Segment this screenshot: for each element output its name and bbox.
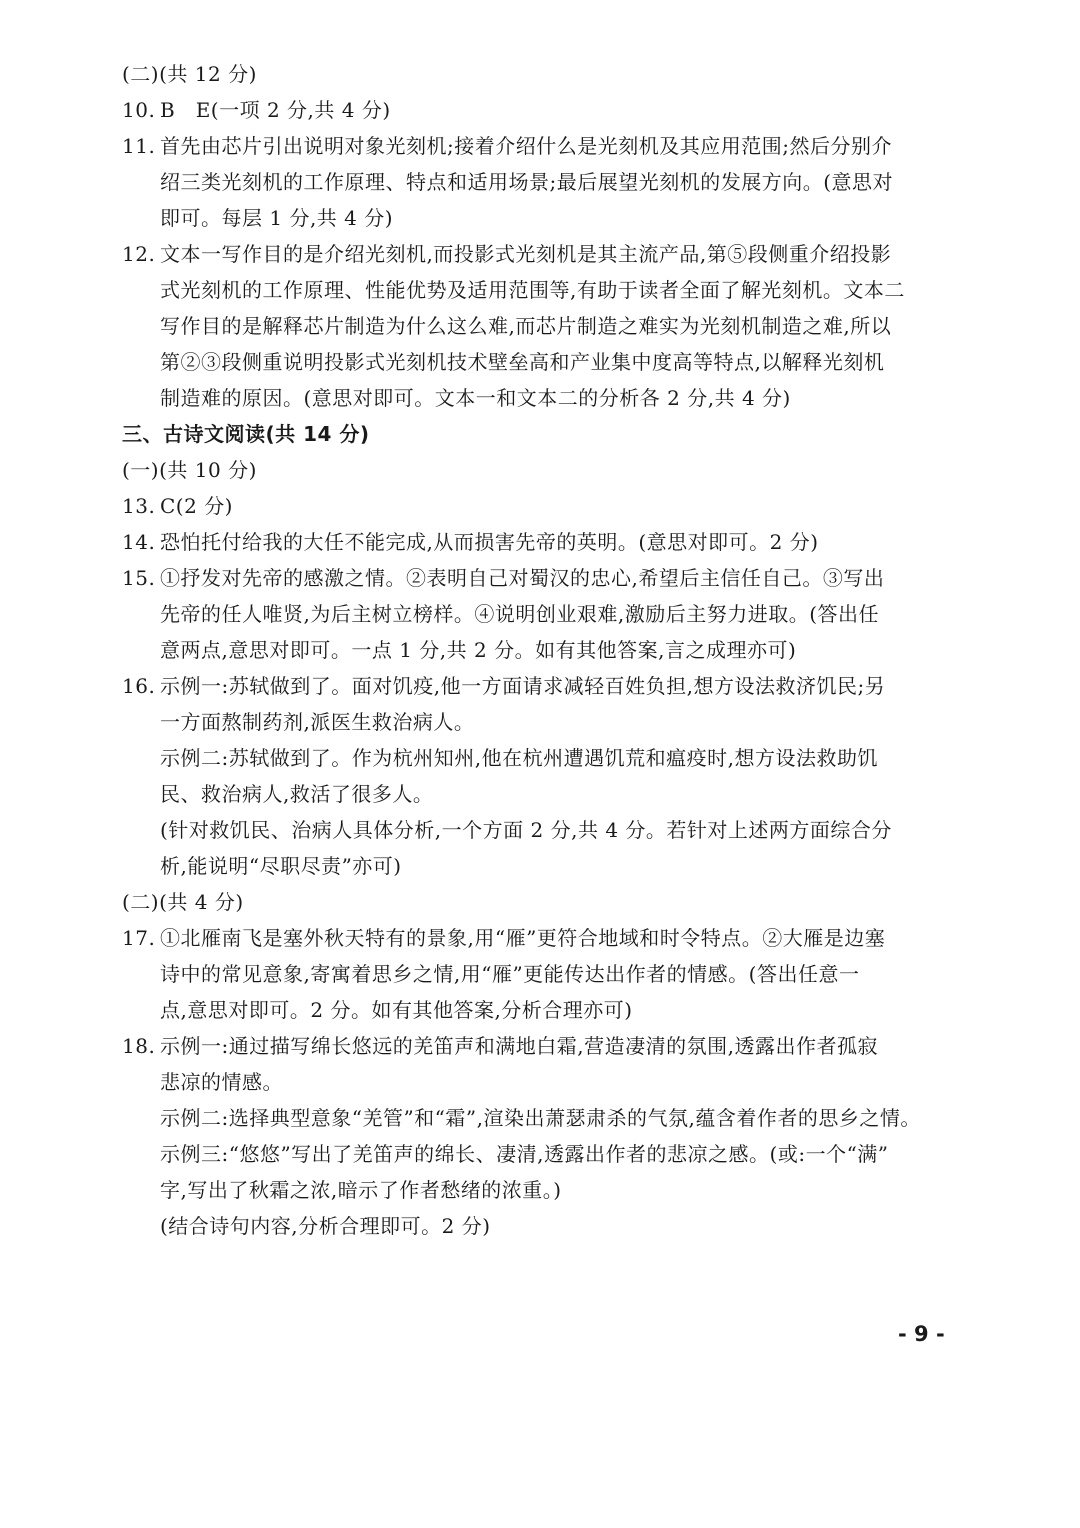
question-number: 17. [122, 926, 156, 950]
line-text: 写作目的是解释芯片制造为什么这么难,而芯片制造之难实为光刻机制造之难,所以 [160, 314, 892, 338]
continuation-line [122, 596, 952, 632]
continuation-line [122, 272, 952, 308]
continuation-line [122, 632, 952, 668]
question-number: 14. [122, 530, 156, 554]
line-text: 即可。每层 1 分,共 4 分) [160, 206, 394, 230]
line-text: (结合诗句内容,分析合理即可。2 分) [160, 1214, 491, 1238]
continuation-line [122, 380, 952, 416]
line-text: ①北雁南飞是塞外秋天特有的景象,用“雁”更符合地域和时令特点。②大雁是边塞 [160, 926, 886, 950]
question-number: 10. [122, 98, 156, 122]
line-text: (一)(共 10 分) [122, 458, 257, 482]
question-number [122, 164, 160, 200]
continuation-line [122, 1136, 952, 1172]
question-number [122, 308, 160, 344]
line-text: (二)(共 4 分) [122, 890, 244, 914]
question-number: 12. [122, 242, 156, 266]
question-number: 13. [122, 494, 156, 518]
question-number [122, 1136, 160, 1172]
continuation-line [122, 740, 952, 776]
continuation-line [122, 164, 952, 200]
answer-content [122, 56, 952, 1244]
question-answer-line [122, 236, 952, 272]
question-number [122, 704, 160, 740]
line-text: 第②③段侧重说明投影式光刻机技术壁垒高和产业集中度高等特点,以解释光刻机 [160, 350, 885, 374]
question-number [122, 272, 160, 308]
question-number [122, 596, 160, 632]
continuation-line [122, 956, 952, 992]
question-number [122, 1064, 160, 1100]
continuation-line [122, 848, 952, 884]
question-answer-line [122, 920, 952, 956]
question-number [122, 200, 160, 236]
question-number [122, 1100, 160, 1136]
section-heading [122, 416, 952, 452]
continuation-line [122, 776, 952, 812]
line-text: 恐怕托付给我的大任不能完成,从而损害先帝的英明。(意思对即可。2 分) [160, 530, 819, 554]
continuation-line [122, 992, 952, 1028]
line-text: 悲凉的情感。 [160, 1070, 283, 1094]
continuation-line [122, 1172, 952, 1208]
line-text: 式光刻机的工作原理、性能优势及适用范围等,有助于读者全面了解光刻机。文本二 [160, 278, 905, 302]
continuation-line [122, 1208, 952, 1244]
question-answer-line [122, 668, 952, 704]
question-number [122, 776, 160, 812]
line-text: 字,写出了秋霜之浓,暗示了作者愁绪的浓重。) [160, 1178, 562, 1202]
line-text: 先帝的任人唯贤,为后主树立榜样。④说明创业艰难,激励后主努力进取。(答出任 [160, 602, 880, 626]
question-number: 18. [122, 1034, 156, 1058]
line-text: 示例一:苏轼做到了。面对饥疫,他一方面请求减轻百姓负担,想方设法救济饥民;另 [160, 674, 886, 698]
subsection-label [122, 56, 952, 92]
line-text: 意两点,意思对即可。一点 1 分,共 2 分。如有其他答案,言之成理亦可) [160, 638, 797, 662]
line-text: 析,能说明“尽职尽责”亦可) [160, 854, 402, 878]
page-number: - 9 - [898, 1322, 945, 1346]
question-number [122, 1172, 160, 1208]
question-number [122, 956, 160, 992]
line-text: 示例一:通过描写绵长悠远的羌笛声和满地白霜,营造凄清的氛围,透露出作者孤寂 [160, 1034, 878, 1058]
question-answer-line [122, 92, 952, 128]
line-text: 文本一写作目的是介绍光刻机,而投影式光刻机是其主流产品,第⑤段侧重介绍投影 [160, 242, 892, 266]
line-text: 一方面熬制药剂,派医生救治病人。 [160, 710, 475, 734]
line-text: C(2 分) [160, 494, 233, 518]
line-text: 首先由芯片引出说明对象光刻机;接着介绍什么是光刻机及其应用范围;然后分别介 [160, 134, 892, 158]
continuation-line [122, 704, 952, 740]
question-number: 15. [122, 566, 156, 590]
continuation-line [122, 344, 952, 380]
line-text: 诗中的常见意象,寄寓着思乡之情,用“雁”更能传达出作者的情感。(答出任意一 [160, 962, 860, 986]
question-answer-line [122, 1028, 952, 1064]
line-text: 三、古诗文阅读(共 14 分) [122, 422, 370, 446]
continuation-line [122, 812, 952, 848]
line-text: (针对救饥民、治病人具体分析,一个方面 2 分,共 4 分。若针对上述两方面综合分 [160, 818, 892, 842]
question-number: 11. [122, 134, 156, 158]
question-number: 16. [122, 674, 156, 698]
line-text: 民、救治病人,救活了很多人。 [160, 782, 434, 806]
line-text: 示例二:苏轼做到了。作为杭州知州,他在杭州遭遇饥荒和瘟疫时,想方设法救助饥 [160, 746, 878, 770]
question-number [122, 344, 160, 380]
question-number [122, 632, 160, 668]
line-text: 示例三:“悠悠”写出了羌笛声的绵长、凄清,透露出作者的悲凉之感。(或:一个“满” [160, 1142, 889, 1166]
line-text: 示例二:选择典型意象“羌管”和“霜”,渲染出萧瑟肃杀的气氛,蕴含着作者的思乡之情。 [160, 1106, 921, 1130]
line-text: 制造难的原因。(意思对即可。文本一和文本二的分析各 2 分,共 4 分) [160, 386, 791, 410]
question-number [122, 740, 160, 776]
question-answer-line [122, 560, 952, 596]
question-answer-line [122, 128, 952, 164]
continuation-line [122, 308, 952, 344]
subsection-label [122, 884, 952, 920]
continuation-line [122, 1100, 952, 1136]
question-number [122, 380, 160, 416]
subsection-label [122, 452, 952, 488]
question-number [122, 992, 160, 1028]
continuation-line [122, 200, 952, 236]
question-number [122, 848, 160, 884]
question-number [122, 812, 160, 848]
line-text: 点,意思对即可。2 分。如有其他答案,分析合理亦可) [160, 998, 633, 1022]
line-text: 绍三类光刻机的工作原理、特点和适用场景;最后展望光刻机的发展方向。(意思对 [160, 170, 894, 194]
question-answer-line [122, 488, 952, 524]
line-text: ①抒发对先帝的感激之情。②表明自己对蜀汉的忠心,希望后主信任自己。③写出 [160, 566, 885, 590]
question-answer-line [122, 524, 952, 560]
line-text: (二)(共 12 分) [122, 62, 257, 86]
line-text: B E(一项 2 分,共 4 分) [160, 98, 391, 122]
question-number [122, 1208, 160, 1244]
continuation-line [122, 1064, 952, 1100]
